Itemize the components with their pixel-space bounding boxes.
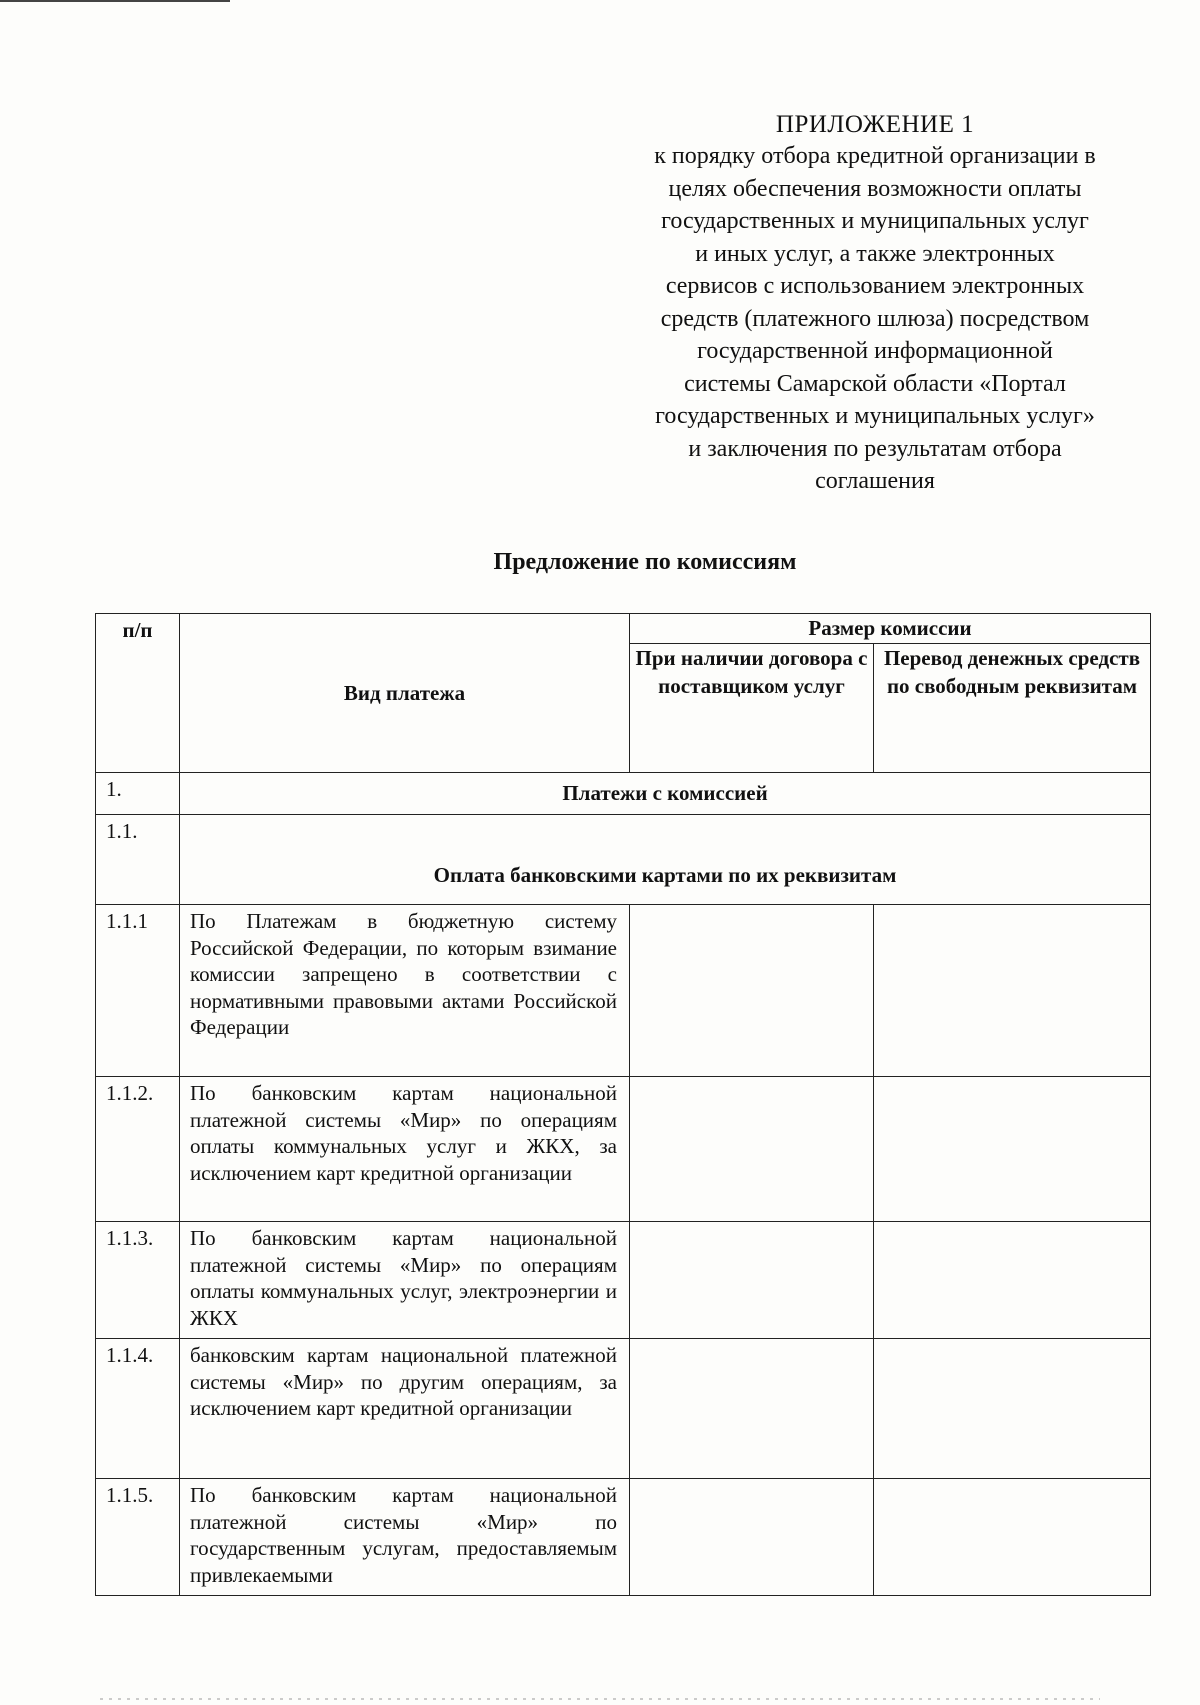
appendix-line: и иных услуг, а также электронных (695, 240, 1055, 267)
document-title: Предложение по комиссиям (493, 549, 797, 575)
appendix-line: целях обеспечения возможности оплаты (668, 175, 1082, 202)
table-row (96, 1222, 1151, 1339)
appendix-line: соглашения (815, 468, 935, 494)
appendix-title: ПРИЛОЖЕНИЕ 1 (775, 111, 975, 138)
section-row (96, 773, 1151, 815)
scan-bottom-noise (100, 1698, 1100, 1700)
appendix-line: к порядку отбора кредитной организации в (654, 143, 1096, 169)
row-free-details-value (874, 1222, 1151, 1339)
row-with-contract-value (630, 1339, 874, 1479)
row-with-contract-value (630, 1479, 874, 1596)
commission-table (95, 613, 1151, 1596)
appendix-header (595, 110, 1155, 498)
table-row (96, 905, 1151, 1077)
appendix-line: государственных и муниципальных услуг» (655, 403, 1095, 429)
scan-edge-mark (0, 0, 230, 2)
appendix-line: системы Самарской области «Портал (684, 370, 1066, 397)
row-num: 1.1.3. (96, 1222, 180, 1339)
row-num: 1.1.1 (96, 905, 180, 1077)
row-with-contract-value (630, 905, 874, 1077)
subsection-num: 1.1. (96, 815, 180, 905)
appendix-line: государственной информационной (697, 338, 1053, 364)
row-free-details-value (874, 1339, 1151, 1479)
row-with-contract-value (630, 1222, 874, 1339)
header-commission-size: Размер комиссии (630, 614, 1151, 644)
appendix-line: и заключения по результатам отбора (688, 435, 1062, 462)
header-num: п/п (96, 614, 180, 773)
section-title: Платежи с комиссией (180, 773, 1151, 815)
table-row (96, 1479, 1151, 1596)
table-row (96, 1077, 1151, 1222)
row-num: 1.1.4. (96, 1339, 180, 1479)
row-num: 1.1.2. (96, 1077, 180, 1222)
header-with-contract: При наличии договора с поставщиком услуг (630, 644, 874, 773)
row-payment-type: По Платежам в бюджетную систему Российской Федерации, по которым взимание комиссии запрещено в соответствии с нормативными правовыми актами Российской Федерации (180, 905, 630, 1077)
table-header-row (96, 614, 1151, 644)
header-payment-type: Вид платежа (180, 614, 630, 773)
appendix-line: сервисов с использованием электронных (665, 273, 1085, 299)
row-payment-type: По банковским картам национальной платежной системы «Мир» по операциям оплаты коммунальных услуг, электроэнергии и ЖКХ (180, 1222, 630, 1339)
subsection-title: Оплата банковскими картами по их реквизитам (180, 815, 1151, 905)
row-free-details-value (874, 1077, 1151, 1222)
subsection-row (96, 815, 1151, 905)
row-payment-type: По банковским картам национальной платежной системы «Мир» по государственным услугам, предоставляемым привлекаемыми (180, 1479, 630, 1596)
table-row (96, 1339, 1151, 1479)
row-num: 1.1.5. (96, 1479, 180, 1596)
row-payment-type: По банковским картам национальной платежной системы «Мир» по операциям оплаты коммунальных услуг и ЖКХ, за исключением карт кредитной организации (180, 1077, 630, 1222)
appendix-line: средств (платежного шлюза) посредством (660, 305, 1090, 332)
section-num: 1. (96, 773, 180, 815)
appendix-line: государственных и муниципальных услуг (661, 208, 1089, 234)
row-with-contract-value (630, 1077, 874, 1222)
row-payment-type: банковским картам национальной платежной системы «Мир» по другим операциям, за исключением карт кредитной организации (180, 1339, 630, 1479)
row-free-details-value (874, 905, 1151, 1077)
row-free-details-value (874, 1479, 1151, 1596)
header-free-details: Перевод денежных средств по свободным реквизитам (874, 644, 1151, 773)
